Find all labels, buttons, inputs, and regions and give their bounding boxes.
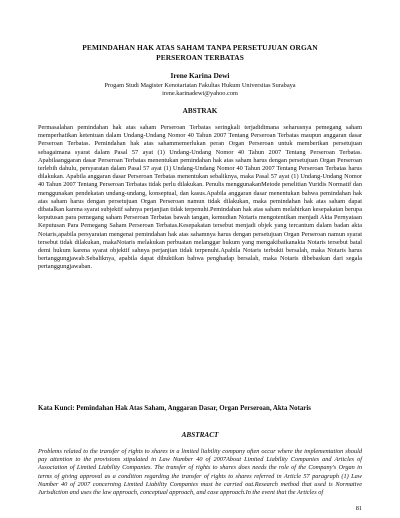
abstract-body [38, 448, 362, 497]
abstract-text: Problems related to the transfer of rights to shares in a limited liability company often occur where the implementation should pay attention to the provisions stipulated in Law Number 40 of 2007About Limited Liability Companies and Articles of Association of Limited Liability Companies. The transfer of rights to shares does needs the role of the Company's Organ in terms of giving approval as a condition regarding the transfer of rights to shares referred in Article 57 paragraph (1) Law Number 40 of 2007 concerning Limited Liability Companies must be carried out.Research method that used is Normative Jurisdiction and uses the law approach, conceptual approach, and case approach.In the event that the Articles of [38, 448, 362, 497]
paper-title [40, 43, 360, 62]
title-line-2: PERSEROAN TERBATAS [156, 52, 244, 62]
title-line-1: PEMINDAHAN HAK ATAS SAHAM TANPA PERSETUJUAN ORGAN [82, 43, 318, 52]
page-number: 81 [355, 505, 362, 512]
author-name: Irene Karina Dewi [170, 71, 230, 80]
author-email: irene.karinadewi@yahoo.com [162, 90, 238, 98]
abstrak-body [38, 124, 362, 272]
affiliation-block [0, 82, 400, 99]
abstract-heading: ABSTRACT [181, 431, 219, 439]
keywords: Kata Kunci: Pemindahan Hak Atas Saham, Anggaran Dasar, Organ Perseroan, Akta Notaris [38, 405, 311, 412]
affiliation: Progam Studi Magister Kenotariatan Fakultas Hukum Universitas Surabaya [104, 82, 296, 89]
abstrak-text: Permasalahan pemindahan hak atas saham Perseroan Terbatas seringkali terjadidimana seharusnya pemegang saham memperhatikan ketentuan dalam Undang-Undang Nomor 40 Tahun 2007 Tentang Perseroan Terbatas maupun anggaran dasar Perseroan Terbatas. Pemindahan hak atas sahammemerlukan peran Organ Perseroan untuk memberikan persetujuan sebagaimana syarat dalam Pasal 57 ayat (1) Undang-Undang Nomor 40 Tahun 2007 Tentang Perseroan Terbatas. Apabilaanggaran dasar Perseroan Terbatas menentukan pemindahan hak atas saham harus dengan persetujuan Organ Perseroan terlebih dahulu, persyaratan dalam Pasal 57 ayat (1) Undang-Undang Nomor 40 Tahun 2007 Tentang Perseroan Terbatas harus dilakukan. Apabila anggaran dasar Perseroan Terbatas menentukan sebaliknya, maka Pasal 57 ayat (1) Undang-Undang Nomor 40 Tahun 2007 Tentang Perseroan Terbatas tidak perlu dilakukan. Penulis menggunakanMetode penelitian Yuridis Normatif dan menggunakan pendekatan undang-undang, konseptual, dan kasus.Apabila anggaran dasar menentukan bahwa pemindahan hak atas saham harus dengan persetujuan Organ Perseroan namun tidak dilakukan, maka pemindahan hak atas saham dapat dibatalkan karena syarat subjektif sahnya perjanjian tidak terpenuhi.Pemindahan hak atas saham melahirkan kesepakatan berupa keputusan para pemegang saham Perseroan Terbatas bawah tangan, kemudian Notaris mengotentikan menjadi Akta Pernyataan Keputusan Para Pemegang Saham Perseroan Terbatas.Kesepakatan tersebut menjadi objek yang tercantum dalam badan akta Notaris,apabila persyaratan mengenai pemindahan hak atas sahamnya harus dengan persetujuan Organ Perseroan namun syarat tersebut tidak dilakukan, makaNotaris melakukan perbuatan melanggar hukum yang mengakibatkanakta Notaris tersebut batal demi hukum karena syarat objektif sahnya perjanjian tidak terpenuhi.Apabila Notaris terbukti bersalah, maka Notaris harus bertanggungjawab.Sebaliknya, apabila dapat dibuktikan bahwa penghadap bersalah, maka Notaris dibebaskan dari segala pertanggungjawaban. [38, 124, 362, 271]
abstrak-heading: ABSTRAK [182, 107, 218, 115]
